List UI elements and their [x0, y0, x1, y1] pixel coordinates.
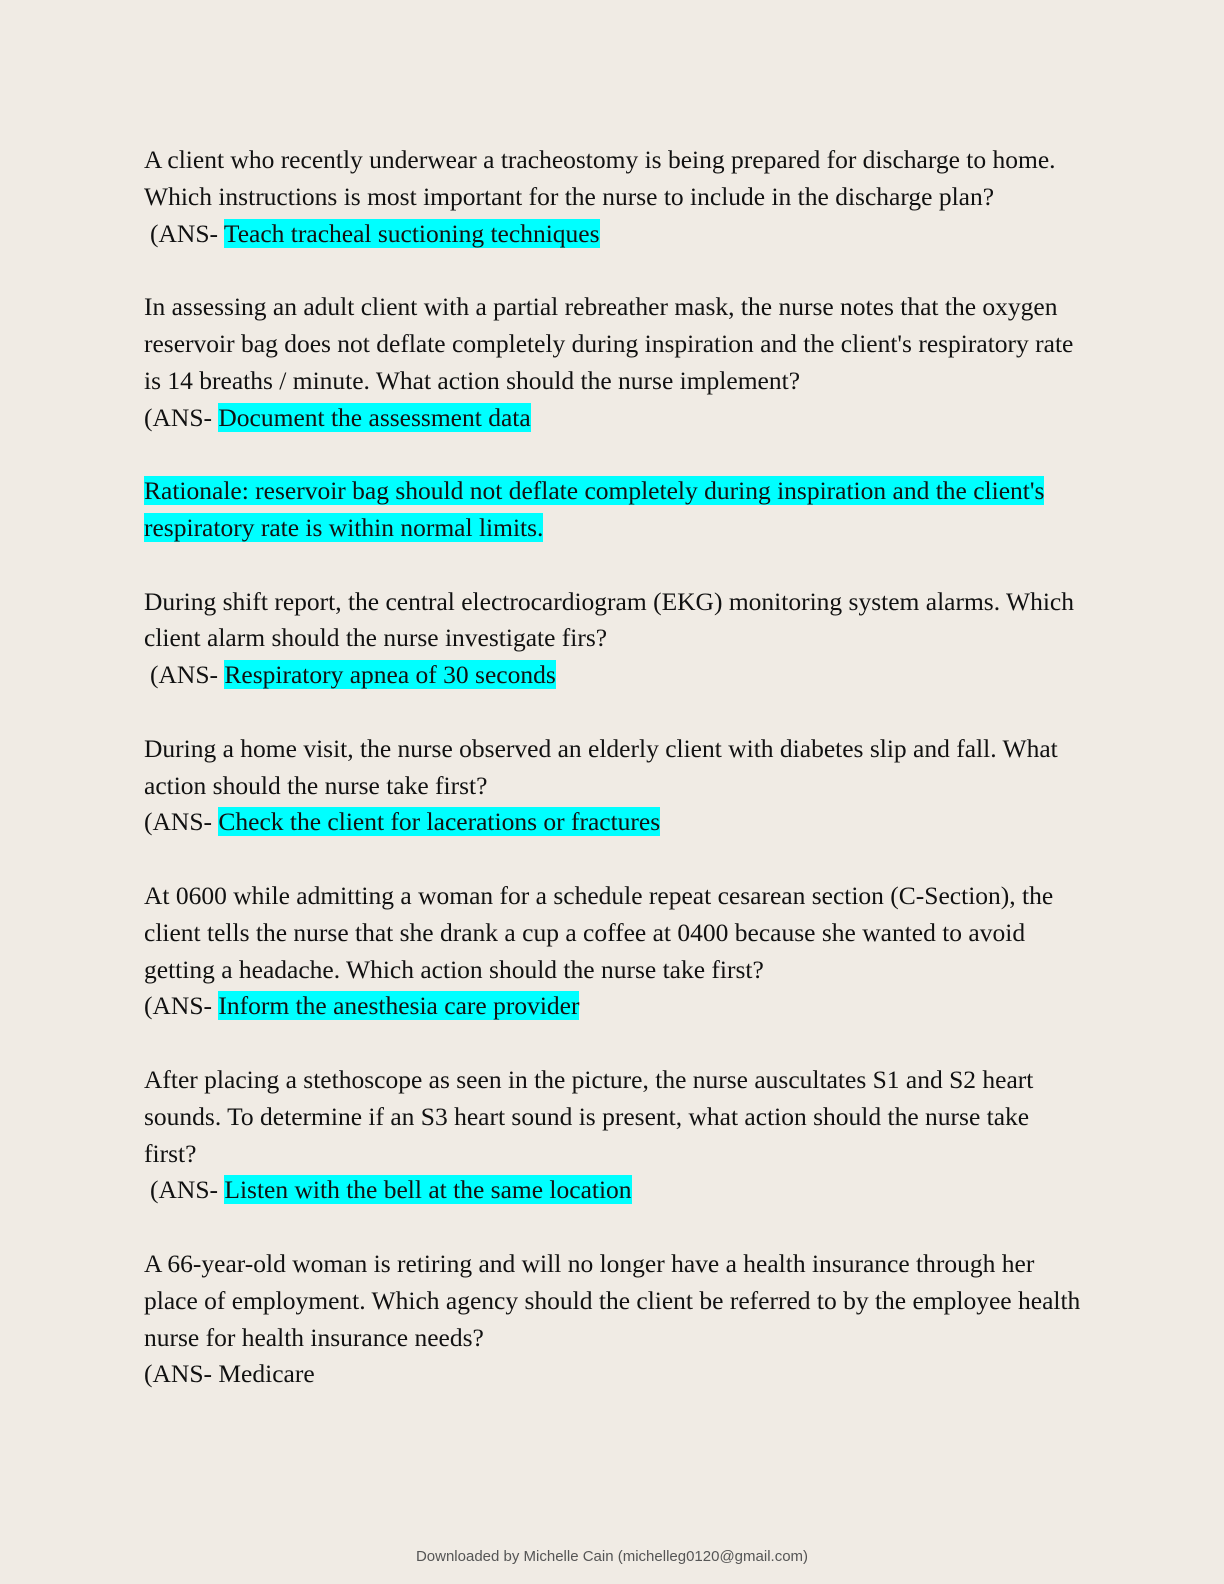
answer-line — [144, 216, 1084, 253]
qa-item-5 — [144, 878, 1084, 1025]
answer-line — [144, 657, 1084, 694]
answer-highlight: Listen with the bell at the same location — [224, 1175, 632, 1205]
answer-highlight: Document the assessment data — [218, 402, 531, 432]
question-text: At 0600 while admitting a woman for a schedule repeat cesarean section (C-Section), the client tells the nurse that she drank a cup a coffee at 0400 because she wanted to avoid getting a headache. Which action should the nurse take first? — [144, 880, 1054, 984]
answer-prefix: (ANS- — [144, 991, 219, 1021]
answer-line — [144, 1356, 1084, 1393]
answer-line — [144, 804, 1084, 841]
answer-line — [144, 400, 1084, 437]
question-text: In assessing an adult client with a partial rebreather mask, the nurse notes that the oxygen reservoir bag does not deflate completely during inspiration and the client's respiratory rate is 14 breaths / minute. What action should the nurse implement? — [144, 292, 1074, 395]
answer-line — [144, 988, 1084, 1025]
document-body — [144, 142, 1084, 1430]
answer-prefix: (ANS- — [150, 660, 225, 690]
answer-highlight: Inform the anesthesia care provider — [218, 991, 580, 1021]
qa-item-1 — [144, 142, 1084, 252]
qa-item-6 — [144, 1062, 1084, 1209]
qa-item-2 — [144, 289, 1084, 436]
answer-prefix: (ANS- — [144, 807, 219, 837]
answer-prefix: (ANS- — [150, 1175, 225, 1205]
qa-item-3 — [144, 584, 1084, 694]
qa-item-4 — [144, 731, 1084, 841]
answer-line — [144, 1172, 1084, 1209]
question-text: After placing a stethoscope as seen in the picture, the nurse auscultates S1 and S2 heart sounds. To determine if an S3 heart sound is present, what action should the nurse take first? — [144, 1064, 1034, 1168]
answer-text: Medicare — [218, 1359, 315, 1389]
question-text: During a home visit, the nurse observed an elderly client with diabetes slip and fall. What action should the nurse take first? — [144, 733, 1058, 800]
answer-highlight: Teach tracheal suctioning techniques — [223, 218, 600, 248]
rationale-text — [144, 473, 1084, 547]
rationale-highlight: Rationale: reservoir bag should not deflate completely during inspiration and the client's respiratory rate is within normal limits. — [144, 476, 1045, 542]
rationale-block — [144, 473, 1084, 547]
answer-highlight: Respiratory apnea of 30 seconds — [224, 660, 556, 690]
answer-highlight: Check the client for lacerations or fractures — [218, 807, 661, 837]
download-footer: Downloaded by Michelle Cain (michelleg0120@gmail.com) — [415, 1548, 809, 1565]
answer-prefix: (ANS- — [144, 1359, 219, 1389]
qa-item-7 — [144, 1246, 1084, 1393]
question-text: During shift report, the central electrocardiogram (EKG) monitoring system alarms. Which client alarm should the nurse investigate firs? — [144, 586, 1074, 653]
question-text: A 66-year-old woman is retiring and will no longer have a health insurance through her place of employment. Which agency should the client be referred to by the employee health nurse for health insurance needs? — [144, 1248, 1081, 1352]
question-text: A client who recently underwear a tracheostomy is being prepared for discharge to home. Which instructions is most important for the nurse to include in the discharge plan? — [144, 145, 1056, 211]
answer-prefix: (ANS- — [144, 402, 219, 432]
answer-prefix: (ANS- — [150, 218, 224, 248]
